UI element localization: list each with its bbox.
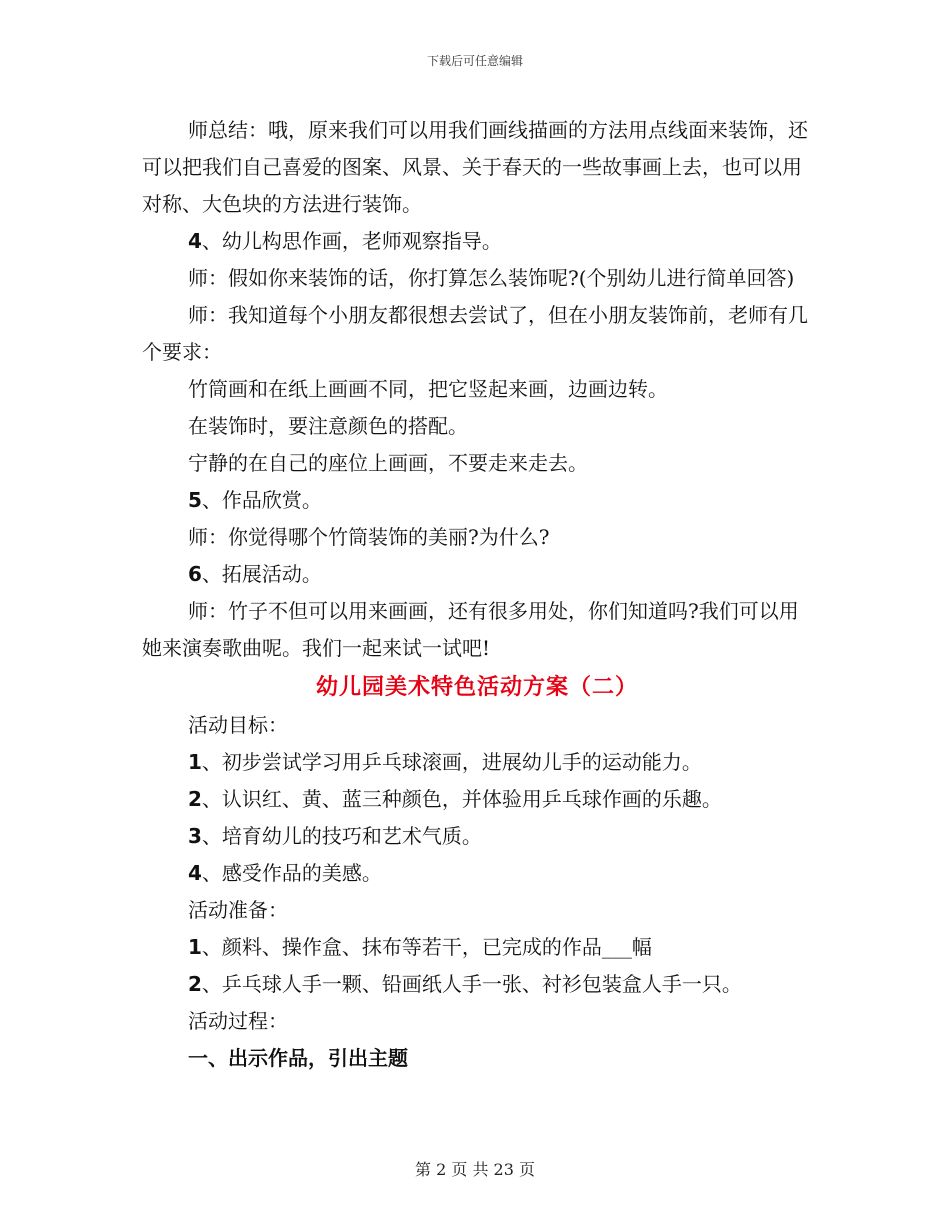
step-number: 4	[188, 229, 202, 253]
step-5	[142, 482, 812, 519]
page-footer: 第 2 页 共 23 页	[415, 1160, 535, 1179]
goal-number: 4	[188, 861, 202, 885]
page-header: 下载后可任意编辑	[426, 54, 523, 68]
step-4	[142, 223, 812, 260]
goal-text: 、培育幼儿的技巧和艺术气质。	[201, 824, 482, 848]
step-number: 6	[188, 562, 202, 586]
goal-item-4	[142, 855, 812, 892]
goal-item-2	[142, 781, 812, 818]
goal-text: 、感受作品的美感。	[201, 861, 382, 885]
goal-number: 2	[188, 787, 202, 811]
step-text: 、幼儿构思作画，老师观察指导。	[201, 229, 502, 253]
prep-number: 1	[188, 935, 202, 959]
prep-item-1	[142, 929, 812, 966]
goal-item-3	[142, 818, 812, 855]
process-heading: 一、出示作品，引出主题	[188, 1046, 408, 1070]
prep-label: 活动准备：	[188, 898, 288, 922]
prep-number: 2	[188, 972, 202, 996]
goal-item-1	[142, 744, 812, 781]
step-6	[142, 556, 812, 593]
step-text: 、拓展活动。	[201, 562, 322, 586]
requirement-1: 竹筒画和在纸上画画不同，把它竖起来画，边画边转。	[188, 377, 668, 401]
goal-number: 3	[188, 824, 202, 848]
paragraph-teacher-question: 师：假如你来装饰的话，你打算怎么装饰呢?(个别幼儿进行简单回答)	[188, 266, 795, 290]
section-title: 幼儿园美术特色活动方案（二）	[315, 674, 638, 700]
prep-text: 、颜料、操作盒、抹布等若干，已完成的作品___幅	[201, 935, 652, 959]
goal-number: 1	[188, 750, 202, 774]
step-text: 、作品欣赏。	[201, 488, 322, 512]
paragraph-teacher-summary: 师总结：哦，原来我们可以用我们画线描画的方法用点线面来装饰，还可以把我们自己喜爱的图案、风景、关于春天的一些故事画上去，也可以用对称、大色块的方法进行装饰。	[142, 118, 808, 216]
requirement-2: 在装饰时，要注意颜色的搭配。	[188, 414, 468, 438]
goals-label: 活动目标：	[188, 713, 288, 737]
paragraph-teacher-appreciation: 师：你觉得哪个竹筒装饰的美丽?为什么?	[188, 525, 550, 549]
goal-text: 、认识红、黄、蓝三种颜色，并体验用乒乓球作画的乐趣。	[201, 787, 722, 811]
document-body	[142, 112, 812, 1077]
step-number: 5	[188, 488, 202, 512]
prep-item-2	[142, 966, 812, 1003]
requirement-3: 宁静的在自己的座位上画画，不要走来走去。	[188, 451, 588, 475]
goal-text: 、初步尝试学习用乒乓球滚画，进展幼儿手的运动能力。	[201, 750, 702, 774]
process-label: 活动过程：	[188, 1009, 288, 1033]
paragraph-teacher-requirements: 师：我知道每个小朋友都很想去尝试了，但在小朋友装饰前，老师有几个要求：	[142, 303, 808, 364]
prep-text: 、乒乓球人手一颗、铅画纸人手一张、衬衫包装盒人手一只。	[201, 972, 742, 996]
paragraph-teacher-extension: 师：竹子不但可以用来画画，还有很多用处，你们知道吗?我们可以用她来演奏歌曲呢。我们一起来试一试吧!	[142, 599, 799, 660]
